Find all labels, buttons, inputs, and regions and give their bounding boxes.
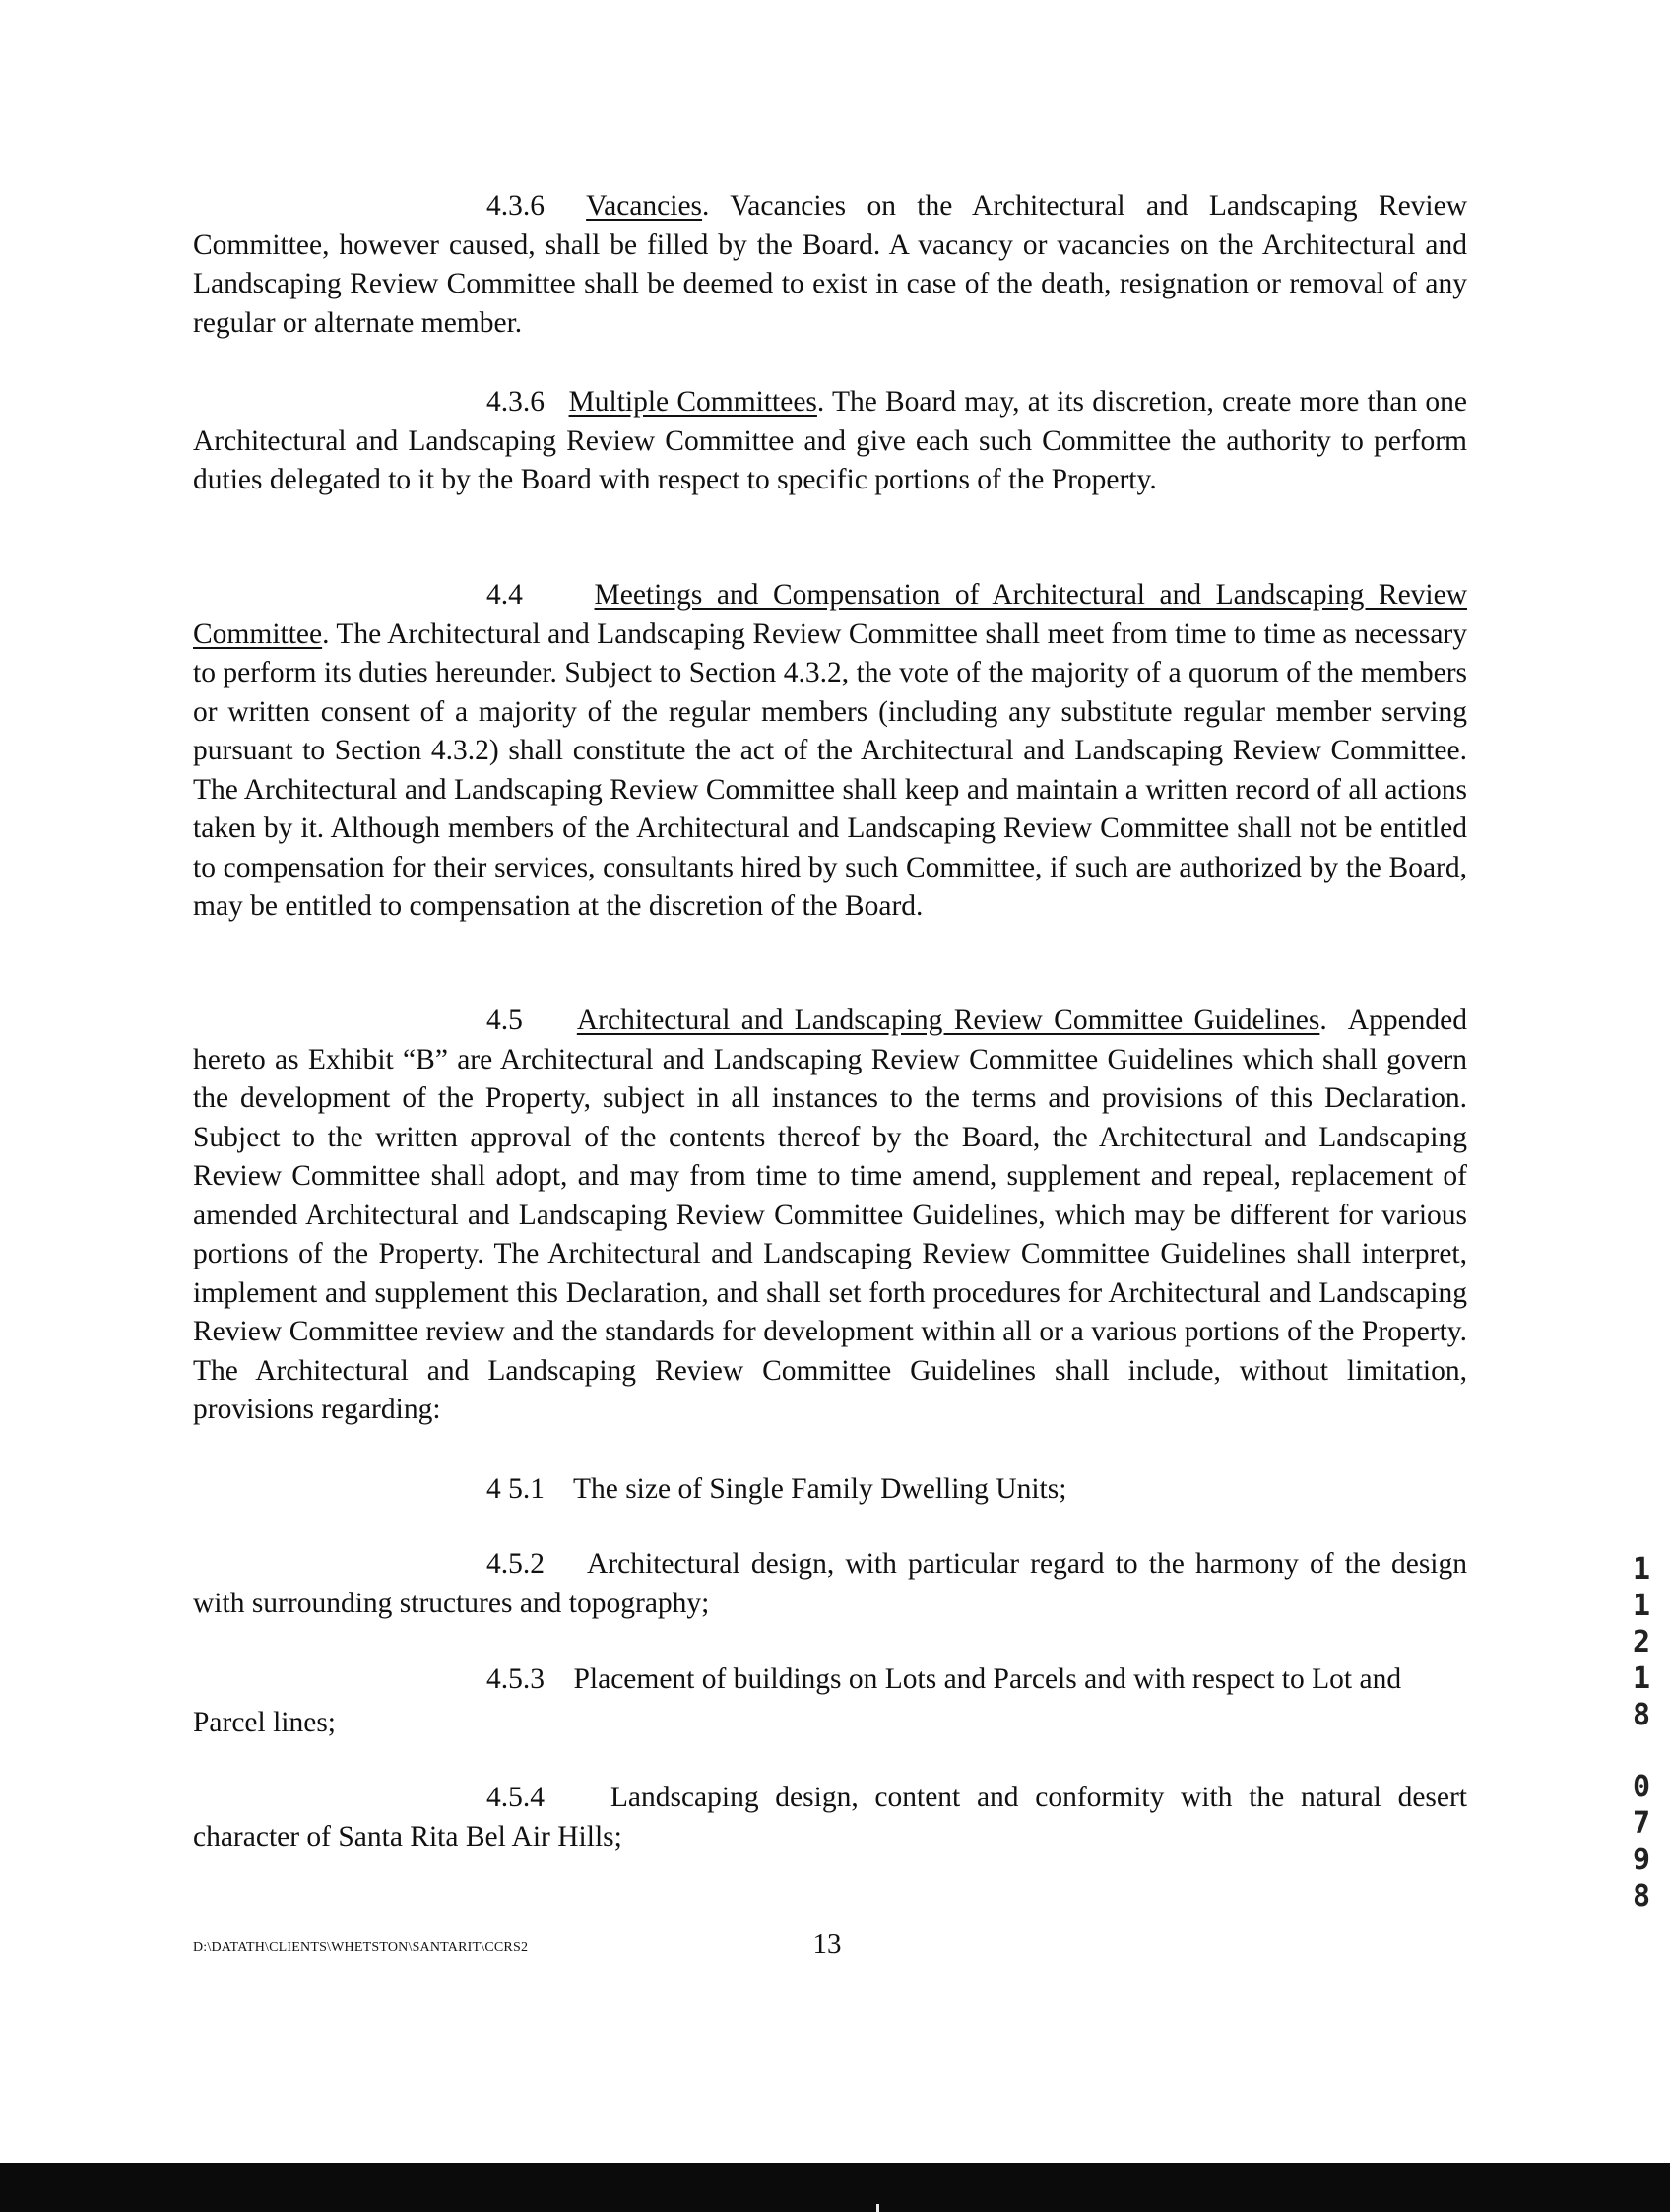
subsection-4-5-3-continuation bbox=[193, 1704, 1467, 1743]
subsection-number: 4.5.3 bbox=[486, 1663, 545, 1695]
section-title: Vacancies bbox=[586, 190, 703, 222]
section-body: The Board may, at its discretion, create more than one Architectural and Landscaping Review Committee and give each such Committee the authority to perform duties delegated to it by the Board with respect to specific portions of the Property. bbox=[193, 386, 1468, 495]
subsection-4-5-2 bbox=[193, 1545, 1467, 1623]
section-body: Appended hereto as Exhibit “B” are Architectural and Landscaping Review Committee Guidelines which shall govern the development of the Property, subject in all instances to the terms and provisions of this Declaration. Subject to the written approval of the contents thereof by the Board, the Architectural and Landscaping Review Committee shall adopt, and may from time to time amend, supplement and repeal, replacement of amended Architectural and Landscaping Review Committee Guidelines, which may be different for various portions of the Property. The Architectural and Landscaping Review Committee Guidelines shall interpret, implement and supplement this Declaration, and shall set forth procedures for Architectural and Landscaping Review Committee review and the standards for development within all or a various portions of the Property. The Architectural and Landscaping Review Committee Guidelines shall include, without limitation, provisions regarding: bbox=[193, 1005, 1468, 1425]
scan-border bbox=[0, 2163, 1670, 2212]
subsection-text: Placement of buildings on Lots and Parcels and with respect to Lot and bbox=[573, 1663, 1402, 1695]
scan-mark bbox=[876, 2204, 879, 2212]
subsection-4-5-3 bbox=[193, 1660, 1467, 1700]
section-multiple-committees: 4.3.6 Multiple Committees. The Board may, at its discretion, create more than one Architectural and Landscaping Review Committee and give each such Committee the authority to perform duties delegated to it by the Board with respect to specific portions of the Property. bbox=[193, 383, 1467, 500]
section-vacancies: 4.3.6 Vacancies. Vacancies on the Architectural and Landscaping Review Committee, however caused, shall be filled by the Board. A vacancy or vacancies on the Architectural and Landscaping Review Committee shall be deemed to exist in case of the death, resignation or removal of any regular or alternate member. bbox=[193, 187, 1467, 343]
stamp-digit: 7 bbox=[1632, 1806, 1651, 1841]
stamp-digit: 2 bbox=[1632, 1625, 1651, 1659]
section-number: 4.4 bbox=[486, 579, 523, 611]
subsection-text: Landscaping design, content and conformity with the natural desert character of Santa Rita Bel Air Hills; bbox=[193, 1782, 1468, 1853]
stamp-digit: 8 bbox=[1632, 1698, 1651, 1732]
subsection-text: The size of Single Family Dwelling Units; bbox=[572, 1473, 1067, 1505]
stamp-digit: 9 bbox=[1632, 1843, 1651, 1877]
section-body: Vacancies on the Architectural and Landscaping Review Committee, however caused, shall be filled by the Board. A vacancy or vacancies on the Architectural and Landscaping Review Committee shall be deemed to exist in case of the death, resignation or removal of any regular or alternate member. bbox=[193, 190, 1468, 339]
section-title: Multiple Committees bbox=[568, 386, 817, 418]
subsection-continuation: Parcel lines; bbox=[193, 1707, 336, 1738]
section-guidelines: 4.5 Architectural and Landscaping Review Committee Guidelines. Appended hereto as Exhibit “B” are Architectural and Landscaping Review Committee Guidelines which shall govern the development of the Property, subject in all instances to the terms and provisions of this Declaration. Subject to the written approval of the contents thereof by the Board, the Architectural and Landscaping Review Committee shall adopt, and may from time to time amend, supplement and repeal, replacement of amended Architectural and Landscaping Review Committee Guidelines, which may be different for various portions of the Property. The Architectural and Landscaping Review Committee Guidelines shall interpret, implement and supplement this Declaration, and shall set forth procedures for Architectural and Landscaping Review Committee review and the standards for development within all or a various portions of the Property. The Architectural and Landscaping Review Committee Guidelines shall include, without limitation, provisions regarding: bbox=[193, 1002, 1467, 1430]
subsection-text: Architectural design, with particular regard to the harmony of the design with surrounding structures and topography; bbox=[193, 1548, 1467, 1619]
section-title: Meetings and Compensation of Architectural and Landscaping Review Committee bbox=[193, 579, 1468, 650]
stamp-digit: 8 bbox=[1632, 1879, 1651, 1914]
stamp-digit: 0 bbox=[1632, 1770, 1651, 1804]
margin-stamp bbox=[1627, 1551, 1656, 1915]
section-body: The Architectural and Landscaping Review Committee shall meet from time to time as necessary to perform its duties hereunder. Subject to Section 4.3.2, the vote of the majority of a quorum of the members or written consent of a majority of the regular members (including any substitute regular member serving pursuant to Section 4.3.2) shall constitute the act of the Architectural and Landscaping Review Committee. The Architectural and Landscaping Review Committee shall keep and maintain a written record of all actions taken by it. Although members of the Architectural and Landscaping Review Committee shall not be entitled to compensation for their services, consultants hired by such Committee, if such are authorized by the Board, may be entitled to compensation at the discretion of the Board. bbox=[193, 618, 1467, 922]
section-number: 4.3.6 bbox=[486, 190, 545, 222]
subsection-number: 4 5.1 bbox=[486, 1473, 545, 1505]
section-number: 4.5 bbox=[486, 1005, 523, 1036]
subsection-number: 4.5.2 bbox=[486, 1548, 545, 1580]
page-number: 13 bbox=[812, 1928, 842, 1960]
subsection-4-5-4 bbox=[193, 1779, 1467, 1856]
stamp-digit: 1 bbox=[1632, 1589, 1651, 1623]
subsection-number: 4.5.4 bbox=[486, 1782, 545, 1813]
stamp-digit: 1 bbox=[1632, 1661, 1651, 1696]
section-number: 4.3.6 bbox=[486, 386, 545, 418]
footer-file-path: D:\DATATH\CLIENTS\WHETSTON\SANTARIT\CCRS2 bbox=[193, 1940, 529, 1955]
stamp-digit: 1 bbox=[1632, 1552, 1651, 1587]
section-title: Architectural and Landscaping Review Committee Guidelines bbox=[576, 1005, 1320, 1036]
subsection-4-5-1 bbox=[193, 1470, 1467, 1510]
section-meetings: 4.4 Meetings and Compensation of Architectural and Landscaping Review Committee. The Architectural and Landscaping Review Committee shall meet from time to time as necessary to perform its duties hereunder. Subject to Section 4.3.2, the vote of the majority of a quorum of the members or written consent of a majority of the regular members (including any substitute regular member serving pursuant to Section 4.3.2) shall constitute the act of the Architectural and Landscaping Review Committee. The Architectural and Landscaping Review Committee shall keep and maintain a written record of all actions taken by it. Although members of the Architectural and Landscaping Review Committee shall not be entitled to compensation for their services, consultants hired by such Committee, if such are authorized by the Board, may be entitled to compensation at the discretion of the Board. bbox=[193, 576, 1467, 927]
